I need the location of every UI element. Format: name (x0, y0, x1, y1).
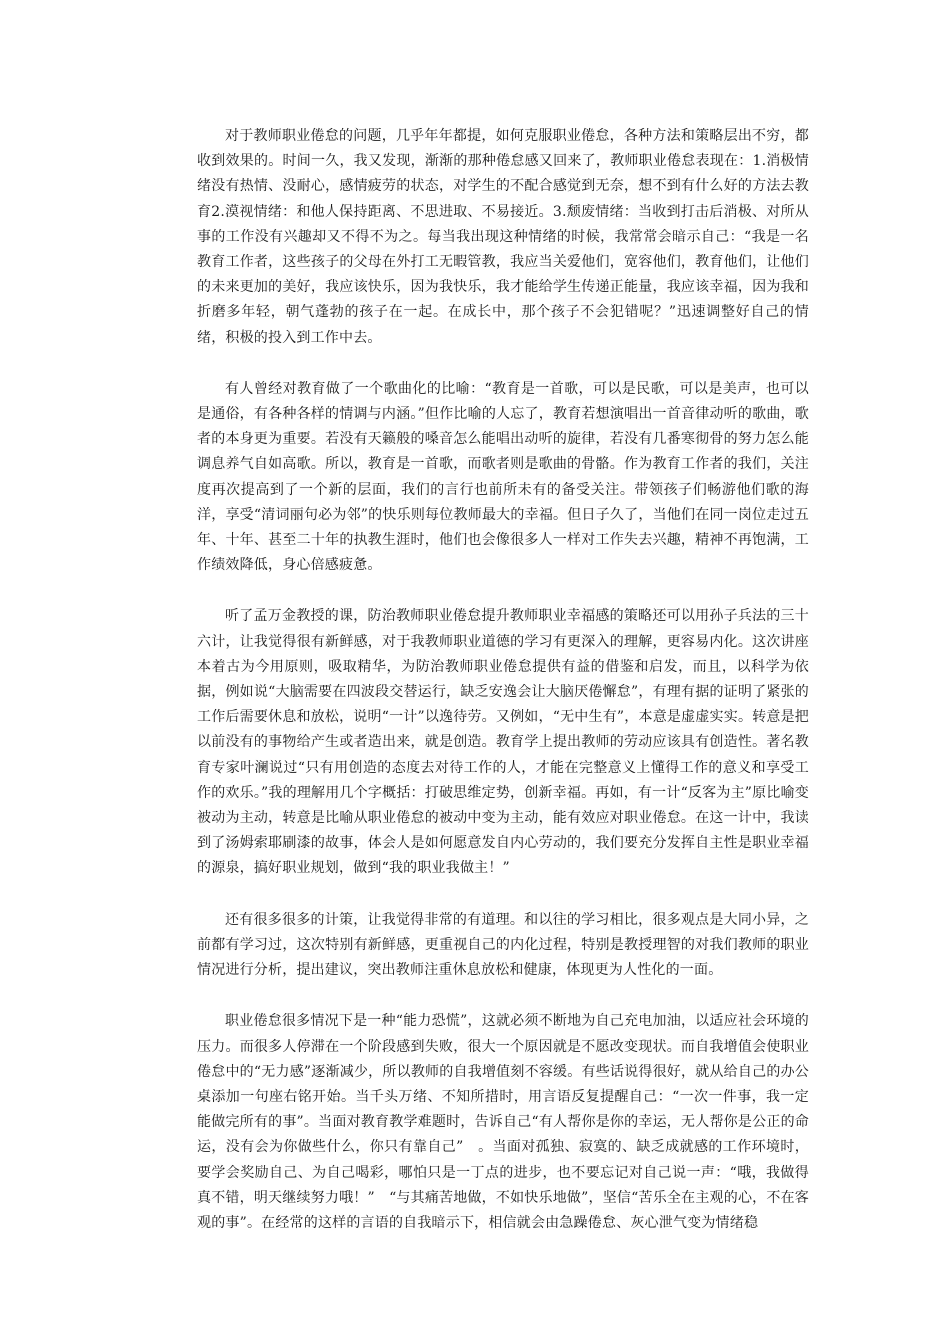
paragraph-4: 还有很多很多的计策，让我觉得非常的有道理。和以往的学习相比，很多观点是大同小异，之前都有学习过，这次特别有新鲜感，更重视自己的内化过程，特别是教授理智的对我们教师的职业情况进行分析，提出建议，突出教师注重休息放松和健康，体现更为人性化的一面。 (197, 911, 809, 979)
paragraph-2: 有人曾经对教育做了一个歌曲化的比喻：“教育是一首歌，可以是民歌，可以是美声，也可以是通俗，有各种各样的情调与内涵。”但作比喻的人忘了，教育若想演唱出一首音律动听的歌曲，歌者的本身更为重要。若没有天籁般的嗓音怎么能唱出动听的旋律，若没有几番寒彻骨的努力怎么能调息养气自如高歌。所以，教育是一首歌，而歌者则是歌曲的骨骼。作为教育工作者的我们，关注度再次提高到了一个新的层面，我们的言行也前所未有的备受关注。带领孩子们畅游他们歌的海洋，享受“清词丽句必为邻”的快乐则每位教师最大的幸福。但日子久了，当他们在同一岗位走过五年、十年、甚至二十年的执教生涯时，他们也会像很多人一样对工作失去兴趣，精神不再饱满，工作绩效降低，身心倍感疲惫。 (197, 380, 809, 574)
paragraph-5: 职业倦怠很多情况下是一种“能力恐慌”，这就必须不断地为自己充电加油，以适应社会环境的压力。而很多人停滞在一个阶段感到失败，很大一个原因就是不愿改变现状。而自我增值会使职业倦怠中的“无力感”逐渐减少，所以教师的自我增值刻不容缓。有些话说得很好，就从给自己的办公桌添加一句座右铭开始。当千头万绪、不知所措时，用言语反复提醒自己：“一次一件事，我一定能做完所有的事”。当面对教育教学难题时，告诉自己“有人帮你是你的幸运，无人帮你是公正的命运，没有会为你做些什么，你只有靠自己” 。当面对孤独、寂寞的、缺乏成就感的工作环境时，要学会奖励自己、为自己喝彩，哪怕只是一丁点的进步，也不要忘记对自己说一声：“哦，我做得真不错，明天继续努力哦！” “与其痛苦地做，不如快乐地做”，坚信“苦乐全在主观的心，不在客观的事”。在经常的这样的言语的自我暗示下，相信就会由急躁倦怠、灰心泄气变为情绪稳 (197, 1013, 809, 1231)
paragraph-1: 对于教师职业倦怠的问题，几乎年年都提，如何克服职业倦怠，各种方法和策略层出不穷，都收到效果的。时间一久，我又发现，渐渐的那种倦怠感又回来了，教师职业倦怠表现在：1.消极情绪没有热情、没耐心，感情疲劳的状态，对学生的不配合感觉到无奈，想不到有什么好的方法去教育2.漠视情绪：和他人保持距离、不思进取、不易接近。3.颓废情绪：当收到打击后消极、对所从事的工作没有兴趣却又不得不为之。每当我出现这种情绪的时候，我常常会暗示自己：“我是一名教育工作者，这些孩子的父母在外打工无暇管教，我应当关爱他们，宽容他们，教育他们，让他们的未来更加的美好，我应该快乐，因为我快乐，我才能给学生传递正能量，我应该幸福，因为我和折磨多年轻，朝气蓬勃的孩子在一起。在成长中，那个孩子不会犯错呢？”迅速调整好自己的情绪，积极的投入到工作中去。 (197, 128, 809, 346)
paragraph-3: 听了孟万金教授的课，防治教师职业倦怠提升教师职业幸福感的策略还可以用孙子兵法的三十六计，让我觉得很有新鲜感，对于我教师职业道德的学习有更深入的理解，更容易内化。这次讲座本着古为今用原则，吸取精华，为防治教师职业倦怠提供有益的借鉴和启发，而且，以科学为依据，例如说“大脑需要在四波段交替运行，缺乏安逸会让大脑厌倦懈怠”，有理有据的证明了紧张的工作后需要休息和放松，说明“一计”以逸待劳。又例如，“无中生有”，本意是虚虚实实。转意是把以前没有的事物给产生或者造出来，就是创造。教育学上提出教师的劳动应该具有创造性。著名教育专家叶澜说过“只有用创造的态度去对待工作的人，才能在完整意义上懂得工作的意义和享受工作的欢乐。”我的理解用几个字概括：打破思维定势，创新幸福。再如，有一计“反客为主”原比喻变被动为主动，转意是比喻从职业倦怠的被动中变为主动，能有效应对职业倦怠。在这一计中，我读到了汤姆索耶刷漆的故事，体会人是如何愿意发自内心劳动的，我们要充分发挥自主性是职业幸福的源泉，搞好职业规划，做到“我的职业我做主！” (197, 608, 809, 877)
document-body (197, 124, 809, 1236)
